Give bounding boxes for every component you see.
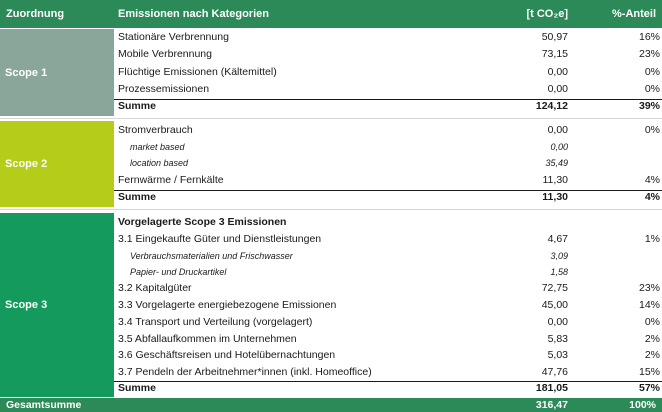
- table-row: [114, 48, 662, 64]
- row-label: Papier- und Druckartikel: [130, 267, 227, 277]
- row-value: 50,97: [541, 31, 568, 43]
- row-value: 11,30: [542, 191, 568, 203]
- table-header: [0, 0, 662, 28]
- row-label: market based: [130, 142, 185, 152]
- scope2-label: Scope 2: [0, 121, 114, 207]
- row-value: 0,00: [550, 142, 568, 152]
- row-label: 3.7 Pendeln der Arbeitnehmer*innen (inkl. Homeoffice): [118, 366, 372, 378]
- table-row: [114, 316, 662, 332]
- scope1-label: Scope 1: [0, 29, 114, 116]
- table-row: [114, 251, 662, 265]
- table-row: [114, 66, 662, 82]
- row-value: 1,58: [550, 267, 568, 277]
- row-label: Verbrauchsmaterialien und Frischwasser: [130, 251, 293, 261]
- row-label: Vorgelagerte Scope 3 Emissionen: [118, 216, 287, 228]
- table-row: [114, 216, 662, 232]
- row-label: Flüchtige Emissionen (Kältemittel): [118, 66, 277, 78]
- table-row: [114, 158, 662, 172]
- table-row: [114, 299, 662, 315]
- row-value: 73,15: [541, 48, 568, 60]
- row-label: Summe: [118, 191, 156, 203]
- row-label: Mobile Verbrennung: [118, 48, 212, 60]
- row-share: 15%: [638, 366, 660, 378]
- row-value: 45,00: [541, 299, 568, 311]
- col-share-header: %-Anteil: [612, 8, 656, 20]
- divider: [0, 118, 662, 119]
- sum-row: [114, 381, 662, 398]
- row-share: 0%: [644, 316, 660, 328]
- row-share: 0%: [644, 66, 660, 78]
- row-label: 3.1 Eingekaufte Güter und Dienstleistungen: [118, 233, 322, 245]
- row-label: Stromverbrauch: [118, 124, 193, 136]
- row-label: Summe: [118, 382, 156, 394]
- total-label: Gesamtsumme: [6, 399, 82, 411]
- divider: [0, 209, 662, 210]
- table-row: [114, 83, 662, 99]
- total-value: 316,47: [535, 399, 568, 411]
- row-share: 4%: [644, 191, 660, 203]
- row-share: 57%: [638, 382, 660, 394]
- row-value: 5,83: [547, 333, 568, 345]
- row-value: 0,00: [547, 66, 568, 78]
- row-label: Prozessemissionen: [118, 83, 210, 95]
- row-value: 0,00: [547, 83, 568, 95]
- total-share: 100%: [629, 399, 656, 411]
- row-share: 4%: [644, 174, 660, 186]
- row-share: 0%: [644, 124, 660, 136]
- row-share: 0%: [644, 83, 660, 95]
- row-value: 124,12: [535, 100, 568, 112]
- row-share: 23%: [638, 48, 660, 60]
- row-share: 39%: [638, 100, 660, 112]
- scope3-label: Scope 3: [0, 213, 114, 397]
- row-value: 72,75: [541, 282, 568, 294]
- row-label: 3.4 Transport und Verteilung (vorgelagert): [118, 316, 313, 328]
- row-value: 0,00: [547, 316, 568, 328]
- col-assignment-header: Zuordnung: [6, 8, 65, 20]
- table-row: [114, 333, 662, 349]
- table-row: [114, 124, 662, 140]
- row-share: 23%: [638, 282, 660, 294]
- row-label: 3.6 Geschäftsreisen und Hotelübernachtungen: [118, 349, 336, 361]
- table-row: [114, 366, 662, 382]
- sum-row: [114, 190, 662, 208]
- row-value: 0,00: [547, 124, 568, 136]
- total-row: [0, 398, 662, 412]
- table-row: [114, 31, 662, 47]
- row-value: 3,09: [550, 251, 568, 261]
- table-row: [114, 282, 662, 298]
- row-value: 5,03: [547, 349, 568, 361]
- col-unit-header: [t CO₂e]: [526, 8, 568, 20]
- table-row: [114, 142, 662, 156]
- row-label: location based: [130, 158, 189, 168]
- table-row: [114, 174, 662, 190]
- row-label: 3.5 Abfallaufkommen im Unternehmen: [118, 333, 297, 345]
- row-label: Fernwärme / Fernkälte: [118, 174, 224, 186]
- row-label: Summe: [118, 100, 156, 112]
- row-share: 2%: [644, 349, 660, 361]
- table-row: [114, 233, 662, 249]
- row-value: 35,49: [545, 158, 568, 168]
- row-value: 4,67: [547, 233, 568, 245]
- sum-row: [114, 99, 662, 117]
- row-share: 14%: [638, 299, 660, 311]
- row-label: 3.2 Kapitalgüter: [118, 282, 192, 294]
- row-share: 16%: [638, 31, 660, 43]
- row-share: 1%: [644, 233, 660, 245]
- row-value: 11,30: [542, 174, 568, 186]
- row-label: 3.3 Vorgelagerte energiebezogene Emissionen: [118, 299, 337, 311]
- row-value: 181,05: [535, 382, 568, 394]
- row-label: Stationäre Verbrennung: [118, 31, 229, 43]
- table-row: [114, 349, 662, 365]
- row-share: 2%: [644, 333, 660, 345]
- col-category-header: Emissionen nach Kategorien: [118, 8, 269, 20]
- row-value: 47,76: [541, 366, 568, 378]
- table-row: [114, 267, 662, 281]
